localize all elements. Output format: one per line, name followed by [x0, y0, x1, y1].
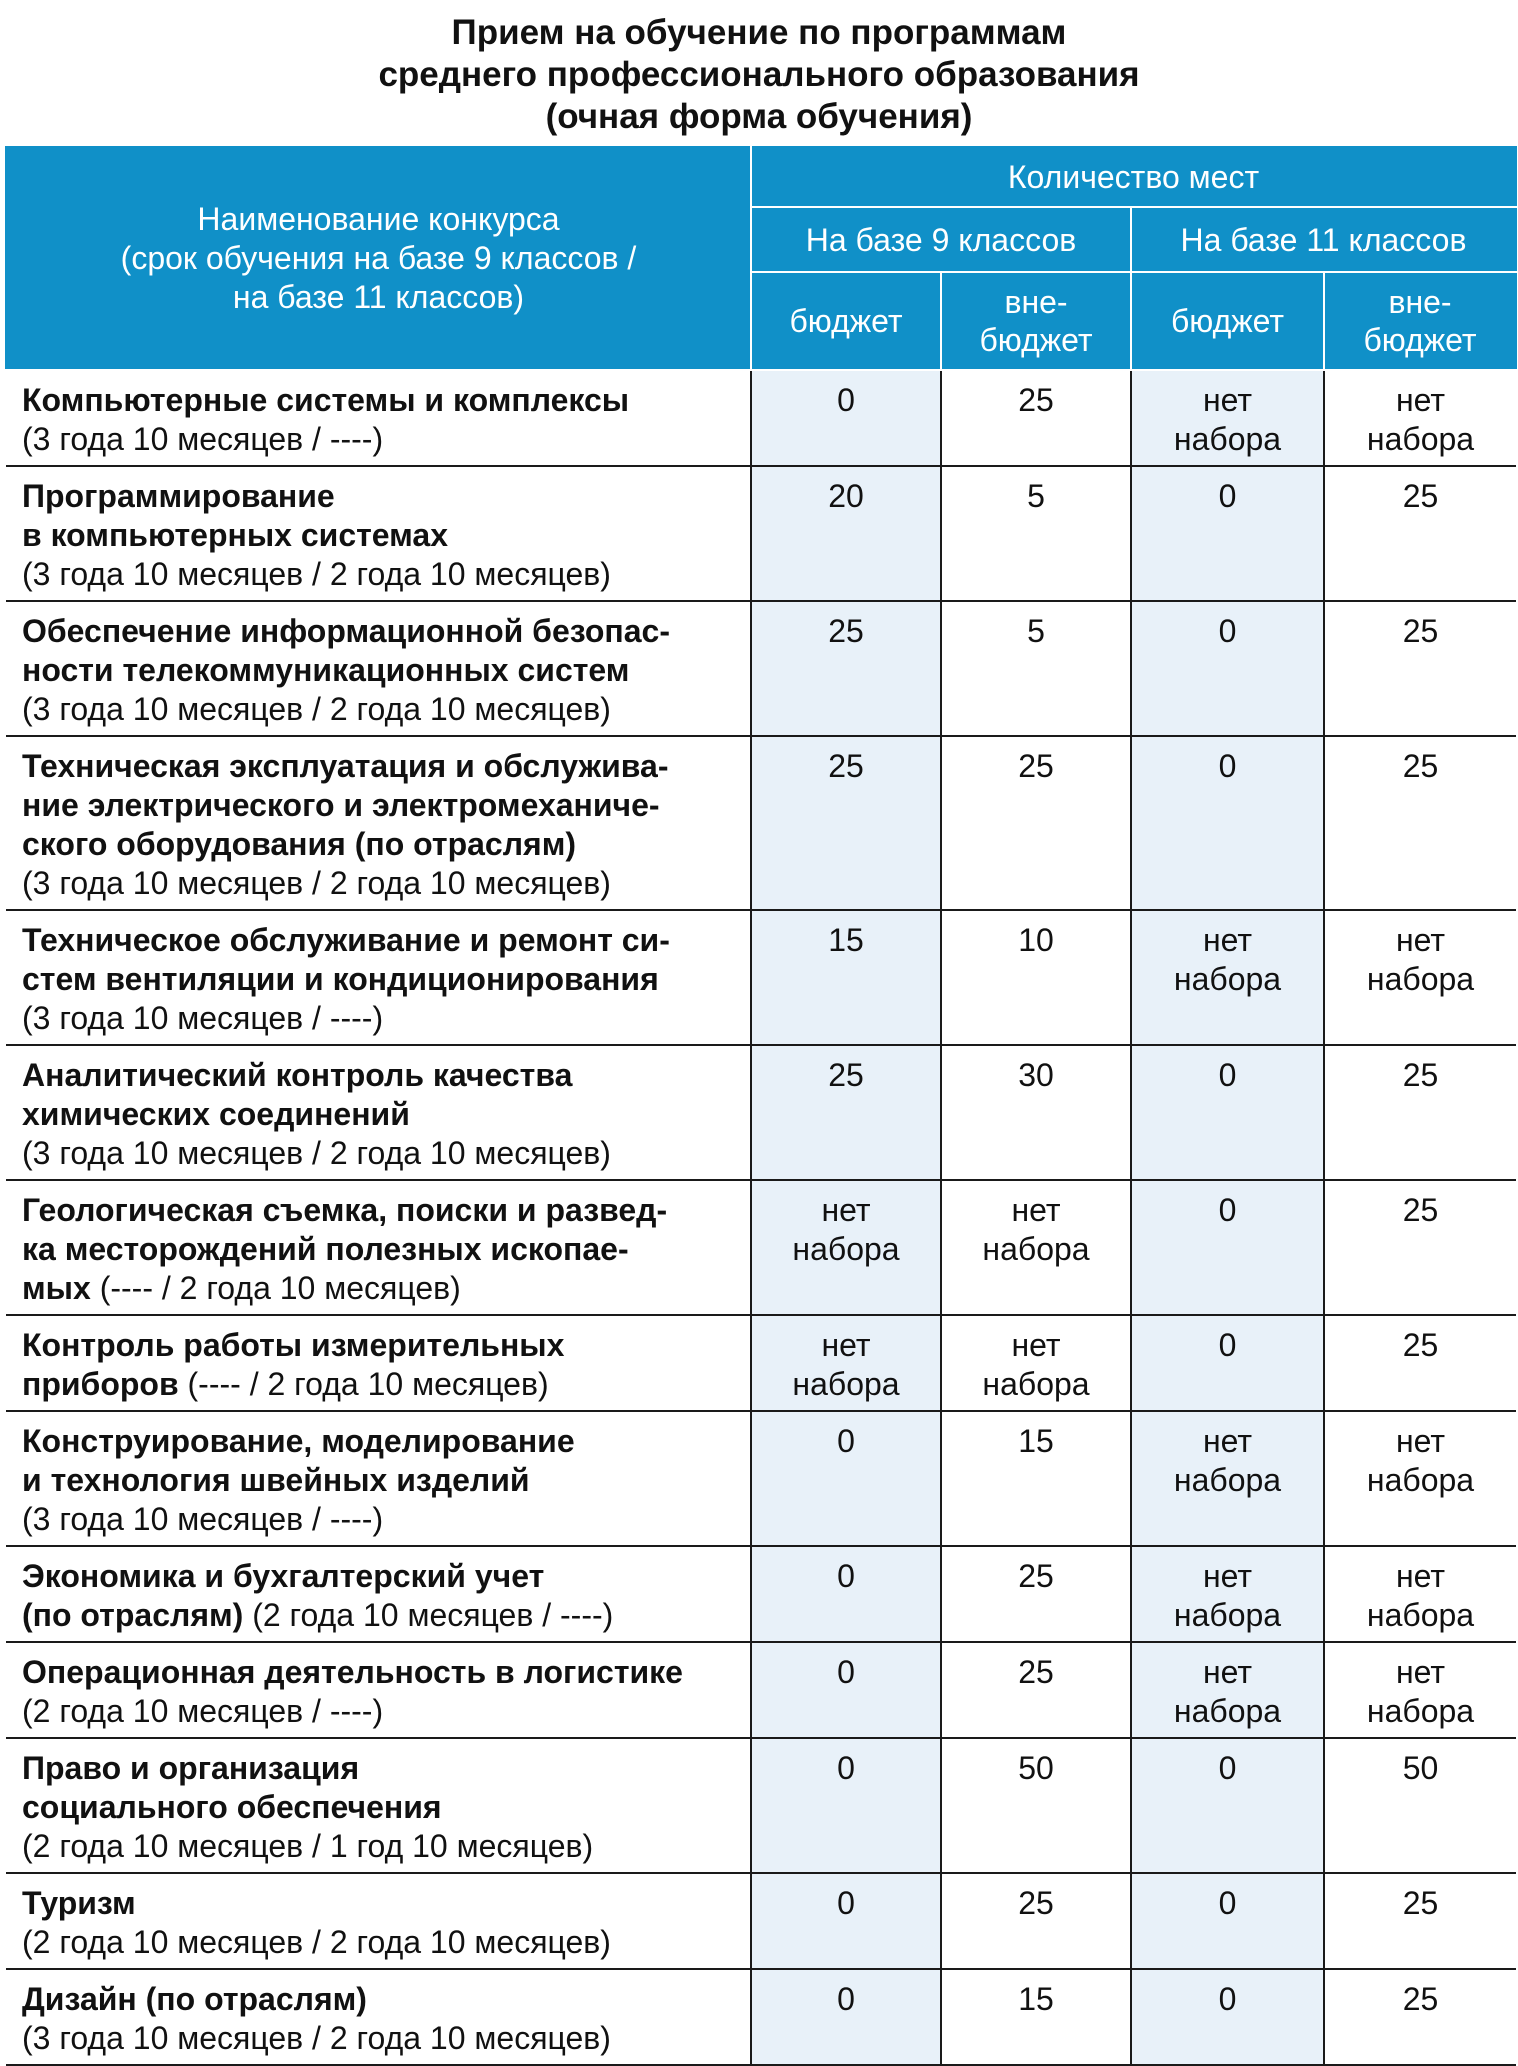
- table-row: [6, 1969, 1516, 2065]
- program-name-line: ности телекоммуникационных систем: [22, 652, 630, 688]
- program-duration: (3 года 10 месяцев / 2 года 10 месяцев): [22, 691, 611, 727]
- table-row: [6, 1546, 1516, 1642]
- places-cell: [941, 1045, 1131, 1180]
- places-value: нет: [1202, 1423, 1253, 1459]
- header-budget-9: бюджет: [751, 272, 941, 370]
- program-duration: (3 года 10 месяцев / 2 года 10 месяцев): [22, 865, 611, 901]
- places-cell: [751, 1180, 941, 1315]
- program-name-line: Операционная деятельность в логистике: [22, 1654, 683, 1690]
- places-cell: [751, 370, 941, 466]
- header-extra-line: вне-: [1388, 284, 1452, 320]
- places-value: набора: [792, 1366, 900, 1402]
- program-name-line: Геологическая съемка, поиски и развед-: [22, 1192, 668, 1228]
- program-name-line: Техническое обслуживание и ремонт си-: [22, 922, 670, 958]
- table-row: [6, 601, 1516, 736]
- program-duration: (3 года 10 месяцев / ----): [22, 1501, 384, 1537]
- program-duration: (3 года 10 месяцев / 2 года 10 месяцев): [22, 556, 611, 592]
- places-value: 0: [1218, 1057, 1237, 1093]
- places-cell: [1131, 910, 1324, 1045]
- places-value: 15: [1018, 1981, 1054, 2017]
- places-value: нет: [1395, 1558, 1446, 1594]
- table-row: [6, 736, 1516, 910]
- places-value: 0: [837, 1558, 855, 1594]
- places-cell: [751, 1315, 941, 1411]
- program-name-line: Конструирование, моделирование: [22, 1423, 575, 1459]
- places-value: 0: [1218, 1327, 1237, 1363]
- program-name-line: и технология швейных изделий: [22, 1462, 530, 1498]
- places-cell: [1131, 1546, 1324, 1642]
- places-cell: [941, 1180, 1131, 1315]
- table-row: [6, 1411, 1516, 1546]
- program-name-cell: [6, 736, 751, 910]
- header-name-line: Наименование конкурса: [197, 201, 560, 237]
- program-duration: (---- / 2 года 10 месяцев): [90, 1270, 461, 1306]
- places-value: 0: [837, 1423, 855, 1459]
- program-name-line: Туризм: [22, 1885, 136, 1921]
- places-value: набора: [982, 1231, 1090, 1267]
- program-name-cell: [6, 1873, 751, 1969]
- places-cell: [1131, 1411, 1324, 1546]
- table-header: [6, 147, 1516, 370]
- places-cell: [941, 910, 1131, 1045]
- program-duration: (3 года 10 месяцев / 2 года 10 месяцев): [22, 2020, 611, 2056]
- places-value: набора: [792, 1231, 900, 1267]
- places-value: 0: [1218, 1885, 1237, 1921]
- places-value: 20: [828, 478, 864, 514]
- places-value: 5: [1027, 478, 1045, 514]
- places-value: набора: [1366, 1462, 1475, 1498]
- places-value: набора: [1366, 961, 1475, 997]
- places-value: нет: [821, 1327, 871, 1363]
- table-body: [6, 370, 1516, 2065]
- places-cell: [1131, 1180, 1324, 1315]
- program-name-line: социального обеспечения: [22, 1789, 442, 1825]
- places-cell: [751, 1045, 941, 1180]
- program-name-cell: [6, 1969, 751, 2065]
- places-value: 25: [828, 1057, 864, 1093]
- places-cell: [1324, 736, 1516, 910]
- header-name-line: (срок обучения на базе 9 классов /: [120, 240, 637, 276]
- program-name-cell: [6, 1315, 751, 1411]
- places-cell: [751, 1873, 941, 1969]
- program-duration: (3 года 10 месяцев / ----): [22, 421, 384, 457]
- header-budget-11: бюджет: [1131, 272, 1324, 370]
- places-value: нет: [1395, 1423, 1446, 1459]
- places-cell: [1324, 466, 1516, 601]
- places-value: 25: [1402, 1057, 1439, 1093]
- program-name-line: Компьютерные системы и комплексы: [22, 382, 630, 418]
- places-value: нет: [1202, 382, 1253, 418]
- table-row: [6, 466, 1516, 601]
- program-duration: (2 года 10 месяцев / ----): [243, 1597, 614, 1633]
- program-name-line: Аналитический контроль качества: [22, 1057, 573, 1093]
- table-row: [6, 1642, 1516, 1738]
- places-value: 0: [837, 1654, 855, 1690]
- places-cell: [1324, 910, 1516, 1045]
- places-value: нет: [1202, 922, 1253, 958]
- places-cell: [751, 1642, 941, 1738]
- places-value: 25: [1402, 1192, 1439, 1228]
- places-cell: [941, 1738, 1131, 1873]
- places-cell: [1131, 1738, 1324, 1873]
- places-cell: [941, 1315, 1131, 1411]
- places-value: набора: [1173, 1693, 1282, 1729]
- program-name-line: Право и организация: [22, 1750, 360, 1786]
- program-name-line: стем вентиляции и кондиционирования: [22, 961, 659, 997]
- places-cell: [941, 1411, 1131, 1546]
- title-line: (очная форма обучения): [545, 97, 973, 136]
- places-cell: [1131, 466, 1324, 601]
- places-value: набора: [1173, 421, 1282, 457]
- program-name-line: Программирование: [22, 478, 335, 514]
- places-cell: [1131, 601, 1324, 736]
- places-value: 25: [1018, 1558, 1054, 1594]
- places-value: набора: [1366, 1693, 1475, 1729]
- program-name-line: Контроль работы измерительных: [22, 1327, 565, 1363]
- places-value: набора: [1173, 1597, 1282, 1633]
- program-duration: (3 года 10 месяцев / ----): [22, 1000, 384, 1036]
- header-extra-line: бюджет: [979, 322, 1093, 358]
- table-row: [6, 370, 1516, 466]
- places-cell: [1324, 1873, 1516, 1969]
- places-cell: [941, 1969, 1131, 2065]
- program-name-cell: [6, 1546, 751, 1642]
- program-duration: (2 года 10 месяцев / 1 год 10 месяцев): [22, 1828, 594, 1864]
- places-cell: [1131, 1873, 1324, 1969]
- program-name-cell: [6, 1045, 751, 1180]
- places-value: 0: [837, 382, 855, 418]
- header-extra-11: [1324, 272, 1516, 370]
- program-duration: (2 года 10 месяцев / 2 года 10 месяцев): [22, 1924, 611, 1960]
- places-cell: [1324, 601, 1516, 736]
- program-name-cell: [6, 1411, 751, 1546]
- header-name-column: [6, 147, 751, 370]
- places-value: 15: [1018, 1423, 1054, 1459]
- places-cell: [1131, 1969, 1324, 2065]
- places-value: 25: [1402, 478, 1439, 514]
- places-value: 25: [1018, 382, 1054, 418]
- places-cell: [1324, 1045, 1516, 1180]
- places-value: нет: [1202, 1654, 1253, 1690]
- places-value: 25: [1402, 1327, 1439, 1363]
- places-value: нет: [1011, 1192, 1061, 1228]
- places-cell: [1324, 1738, 1516, 1873]
- program-name-line: Техническая эксплуатация и обслужива-: [22, 748, 669, 784]
- places-cell: [941, 601, 1131, 736]
- places-value: 0: [1218, 1192, 1237, 1228]
- places-value: 30: [1018, 1057, 1054, 1093]
- places-value: 25: [1402, 1885, 1439, 1921]
- places-value: 0: [837, 1981, 855, 2017]
- places-cell: [1324, 1546, 1516, 1642]
- program-name-line: (по отраслям): [22, 1597, 244, 1633]
- places-value: нет: [1395, 922, 1446, 958]
- places-value: 25: [1402, 613, 1439, 649]
- program-name-cell: [6, 370, 751, 466]
- places-value: 25: [828, 748, 864, 784]
- places-cell: [751, 1411, 941, 1546]
- places-cell: [1324, 1180, 1516, 1315]
- places-value: нет: [1395, 1654, 1446, 1690]
- places-value: 0: [837, 1750, 855, 1786]
- places-cell: [751, 601, 941, 736]
- page-title: [0, 12, 1518, 138]
- places-cell: [941, 1546, 1131, 1642]
- places-value: 0: [1218, 613, 1237, 649]
- places-value: 10: [1018, 922, 1054, 958]
- header-extra-line: бюджет: [1363, 322, 1477, 358]
- places-value: нет: [1395, 382, 1446, 418]
- places-value: набора: [1173, 961, 1282, 997]
- table-row: [6, 1873, 1516, 1969]
- places-cell: [751, 910, 941, 1045]
- program-name-line: приборов: [22, 1366, 179, 1402]
- places-cell: [1131, 736, 1324, 910]
- places-cell: [751, 736, 941, 910]
- places-value: набора: [982, 1366, 1090, 1402]
- places-value: 0: [1218, 748, 1237, 784]
- places-value: нет: [821, 1192, 871, 1228]
- places-cell: [1324, 1411, 1516, 1546]
- program-name-cell: [6, 466, 751, 601]
- header-name-line: на базе 11 классов): [232, 279, 525, 315]
- places-value: 50: [1402, 1750, 1439, 1786]
- table-row: [6, 910, 1516, 1045]
- places-value: 25: [1018, 1654, 1054, 1690]
- program-duration: (3 года 10 месяцев / 2 года 10 месяцев): [22, 1135, 611, 1171]
- program-name-line: Обеспечение информационной безопас-: [22, 613, 670, 649]
- places-value: 0: [1218, 1750, 1237, 1786]
- program-name-cell: [6, 910, 751, 1045]
- places-cell: [941, 466, 1131, 601]
- places-value: набора: [1366, 421, 1475, 457]
- program-name-cell: [6, 601, 751, 736]
- places-cell: [941, 736, 1131, 910]
- places-cell: [1131, 1045, 1324, 1180]
- places-value: 5: [1027, 613, 1045, 649]
- places-cell: [751, 1969, 941, 2065]
- places-value: 0: [837, 1885, 855, 1921]
- places-value: 0: [1218, 478, 1237, 514]
- program-name-line: в компьютерных системах: [22, 517, 448, 553]
- program-name-line: ние электрического и электромеханиче-: [22, 787, 660, 823]
- program-duration: (---- / 2 года 10 месяцев): [178, 1366, 549, 1402]
- places-value: 50: [1018, 1750, 1054, 1786]
- program-name-line: мых: [22, 1270, 91, 1306]
- places-cell: [941, 1873, 1131, 1969]
- places-value: 0: [1218, 1981, 1237, 2017]
- table-row: [6, 1045, 1516, 1180]
- places-value: набора: [1366, 1597, 1475, 1633]
- places-value: 25: [1018, 748, 1054, 784]
- program-name-cell: [6, 1642, 751, 1738]
- places-value: 25: [828, 613, 864, 649]
- places-cell: [941, 1642, 1131, 1738]
- header-extra-9: [941, 272, 1131, 370]
- places-value: нет: [1202, 1558, 1253, 1594]
- title-line: среднего профессионального образования: [378, 55, 1140, 94]
- program-name-cell: [6, 1738, 751, 1873]
- places-cell: [751, 1738, 941, 1873]
- places-cell: [1324, 370, 1516, 466]
- program-name-cell: [6, 1180, 751, 1315]
- places-cell: [751, 1546, 941, 1642]
- places-value: 15: [828, 922, 864, 958]
- places-cell: [1324, 1642, 1516, 1738]
- table-row: [6, 1180, 1516, 1315]
- program-duration: (2 года 10 месяцев / ----): [22, 1693, 384, 1729]
- places-cell: [1131, 370, 1324, 466]
- table-row: [6, 1315, 1516, 1411]
- places-cell: [1324, 1315, 1516, 1411]
- places-cell: [1324, 1969, 1516, 2065]
- header-extra-line: вне-: [1004, 284, 1068, 320]
- program-name-line: Дизайн (по отраслям): [22, 1981, 367, 2017]
- table-row: [6, 1738, 1516, 1873]
- header-base11: На базе 11 классов: [1131, 207, 1516, 272]
- title-line: Прием на обучение по программам: [451, 13, 1067, 52]
- places-cell: [1131, 1315, 1324, 1411]
- header-places: Количество мест: [751, 147, 1516, 207]
- admission-table: [5, 146, 1517, 2066]
- places-value: нет: [1011, 1327, 1061, 1363]
- places-cell: [941, 370, 1131, 466]
- program-name-line: ского оборудования (по отраслям): [22, 826, 577, 862]
- program-name-line: ка месторождений полезных ископае-: [22, 1231, 629, 1267]
- places-cell: [751, 466, 941, 601]
- places-value: набора: [1173, 1462, 1282, 1498]
- places-value: 25: [1402, 748, 1439, 784]
- places-value: 25: [1402, 1981, 1439, 2017]
- header-base9: На базе 9 классов: [751, 207, 1131, 272]
- places-value: 25: [1018, 1885, 1054, 1921]
- program-name-line: Экономика и бухгалтерский учет: [22, 1558, 545, 1594]
- program-name-line: химических соединений: [22, 1096, 410, 1132]
- places-cell: [1131, 1642, 1324, 1738]
